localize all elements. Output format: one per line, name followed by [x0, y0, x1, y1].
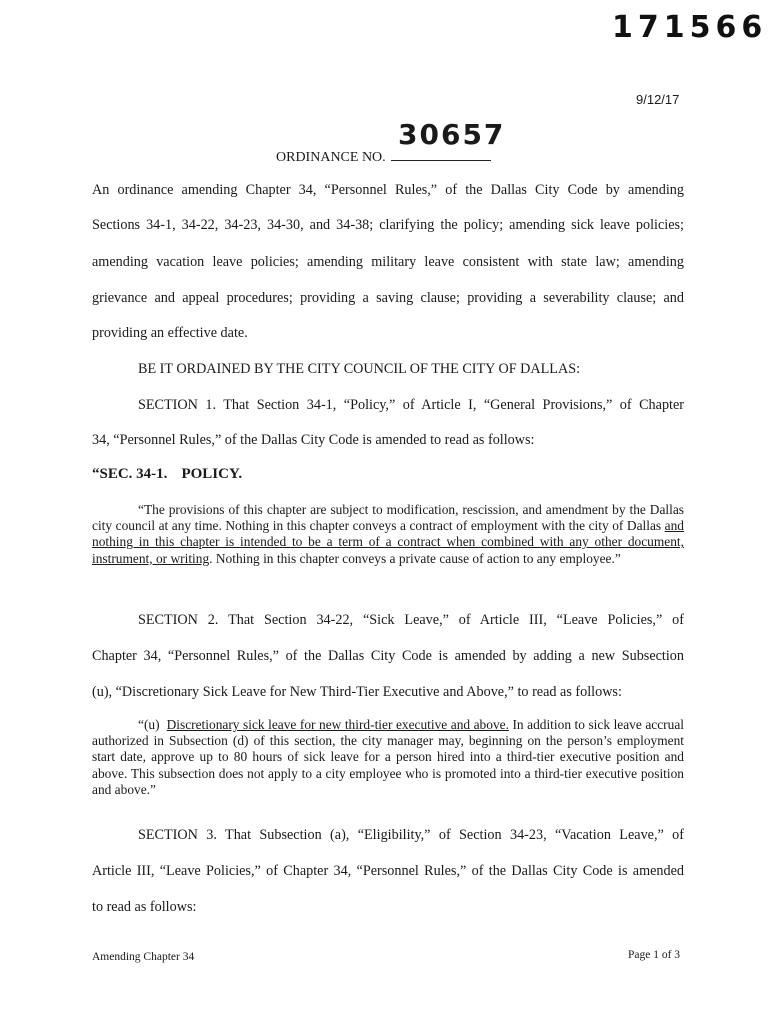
ordinance-number: 30657 — [398, 118, 506, 151]
subsection-u-label: “(u) — [138, 717, 160, 732]
section1-line-1: SECTION 1. That Section 34-1, “Policy,” of Article I, “General Provisions,” of Chapter — [138, 397, 684, 413]
section2-line-2: Chapter 34, “Personnel Rules,” of the Dallas City Code is amended by adding a new Subsection — [92, 648, 684, 664]
subsection-u-paragraph — [92, 717, 684, 798]
ordinance-blank-line — [391, 148, 491, 161]
preamble-line-2: Sections 34-1, 34-22, 34-23, 34-30, and 34-38; clarifying the policy; amending sick leave policies; — [92, 217, 684, 233]
preamble-line-4: grievance and appeal procedures; providing a saving clause; providing a severability clause; and — [92, 290, 684, 306]
subsection-u-body: In addition to sick leave accrual authorized in Subsection (d) of this section, the city manager may, beginning on the person’s employment start date, approve up to 80 hours of sick leave for a person hired into a third-tier executive position and above. This subsection does not apply to a city employee who is promoted into a third-tier executive position and above.” — [92, 717, 684, 797]
section1-line-2: 34, “Personnel Rules,” of the Dallas City Code is amended to read as follows: — [92, 432, 535, 448]
footer-left: Amending Chapter 34 — [92, 951, 195, 963]
policy-paragraph — [92, 502, 684, 567]
policy-text-1: “The provisions of this chapter are subject to modification, rescission, and amendment by the Dallas city council at any time. Nothing in this chapter conveys a contract of employment with the city of Dallas — [92, 502, 684, 534]
subsection-u-heading: Discretionary sick leave for new third-tier executive and above. — [166, 717, 509, 732]
footer-page-number: Page 1 of 3 — [628, 949, 681, 961]
section3-line-2: Article III, “Leave Policies,” of Chapter 34, “Personnel Rules,” of the Dallas City Code is amended — [92, 863, 684, 879]
ordinance-line — [276, 148, 491, 166]
section-title: POLICY. — [181, 466, 243, 482]
section2-line-1: SECTION 2. That Section 34-22, “Sick Leave,” of Article III, “Leave Policies,” of — [138, 612, 684, 628]
section3-line-1: SECTION 3. That Subsection (a), “Eligibility,” of Section 34-23, “Vacation Leave,” of — [138, 827, 684, 843]
ordained-clause: BE IT ORDAINED BY THE CITY COUNCIL OF THE CITY OF DALLAS: — [138, 361, 581, 377]
section2-line-3: (u), “Discretionary Sick Leave for New Third-Tier Executive and Above,” to read as follows: — [92, 684, 622, 700]
document-date: 9/12/17 — [636, 92, 680, 107]
section-heading — [92, 466, 242, 483]
preamble-line-5: providing an effective date. — [92, 325, 248, 341]
policy-text-underlined: and nothing in this chapter is intended to be a term of a contract when combined with any other document, instrument, or writing — [92, 518, 684, 566]
section3-line-3: to read as follows: — [92, 899, 197, 915]
preamble-line-1: An ordinance amending Chapter 34, “Personnel Rules,” of the Dallas City Code by amending — [92, 182, 684, 198]
section-number: “SEC. 34-1. — [92, 466, 168, 482]
ordinance-label: ORDINANCE NO. — [276, 150, 386, 165]
policy-text-2: . Nothing in this chapter conveys a private cause of action to any employee.” — [209, 550, 621, 566]
preamble-line-3: amending vacation leave policies; amending military leave consistent with state law; amending — [92, 254, 684, 270]
stamp-number: 171566 — [612, 10, 768, 45]
